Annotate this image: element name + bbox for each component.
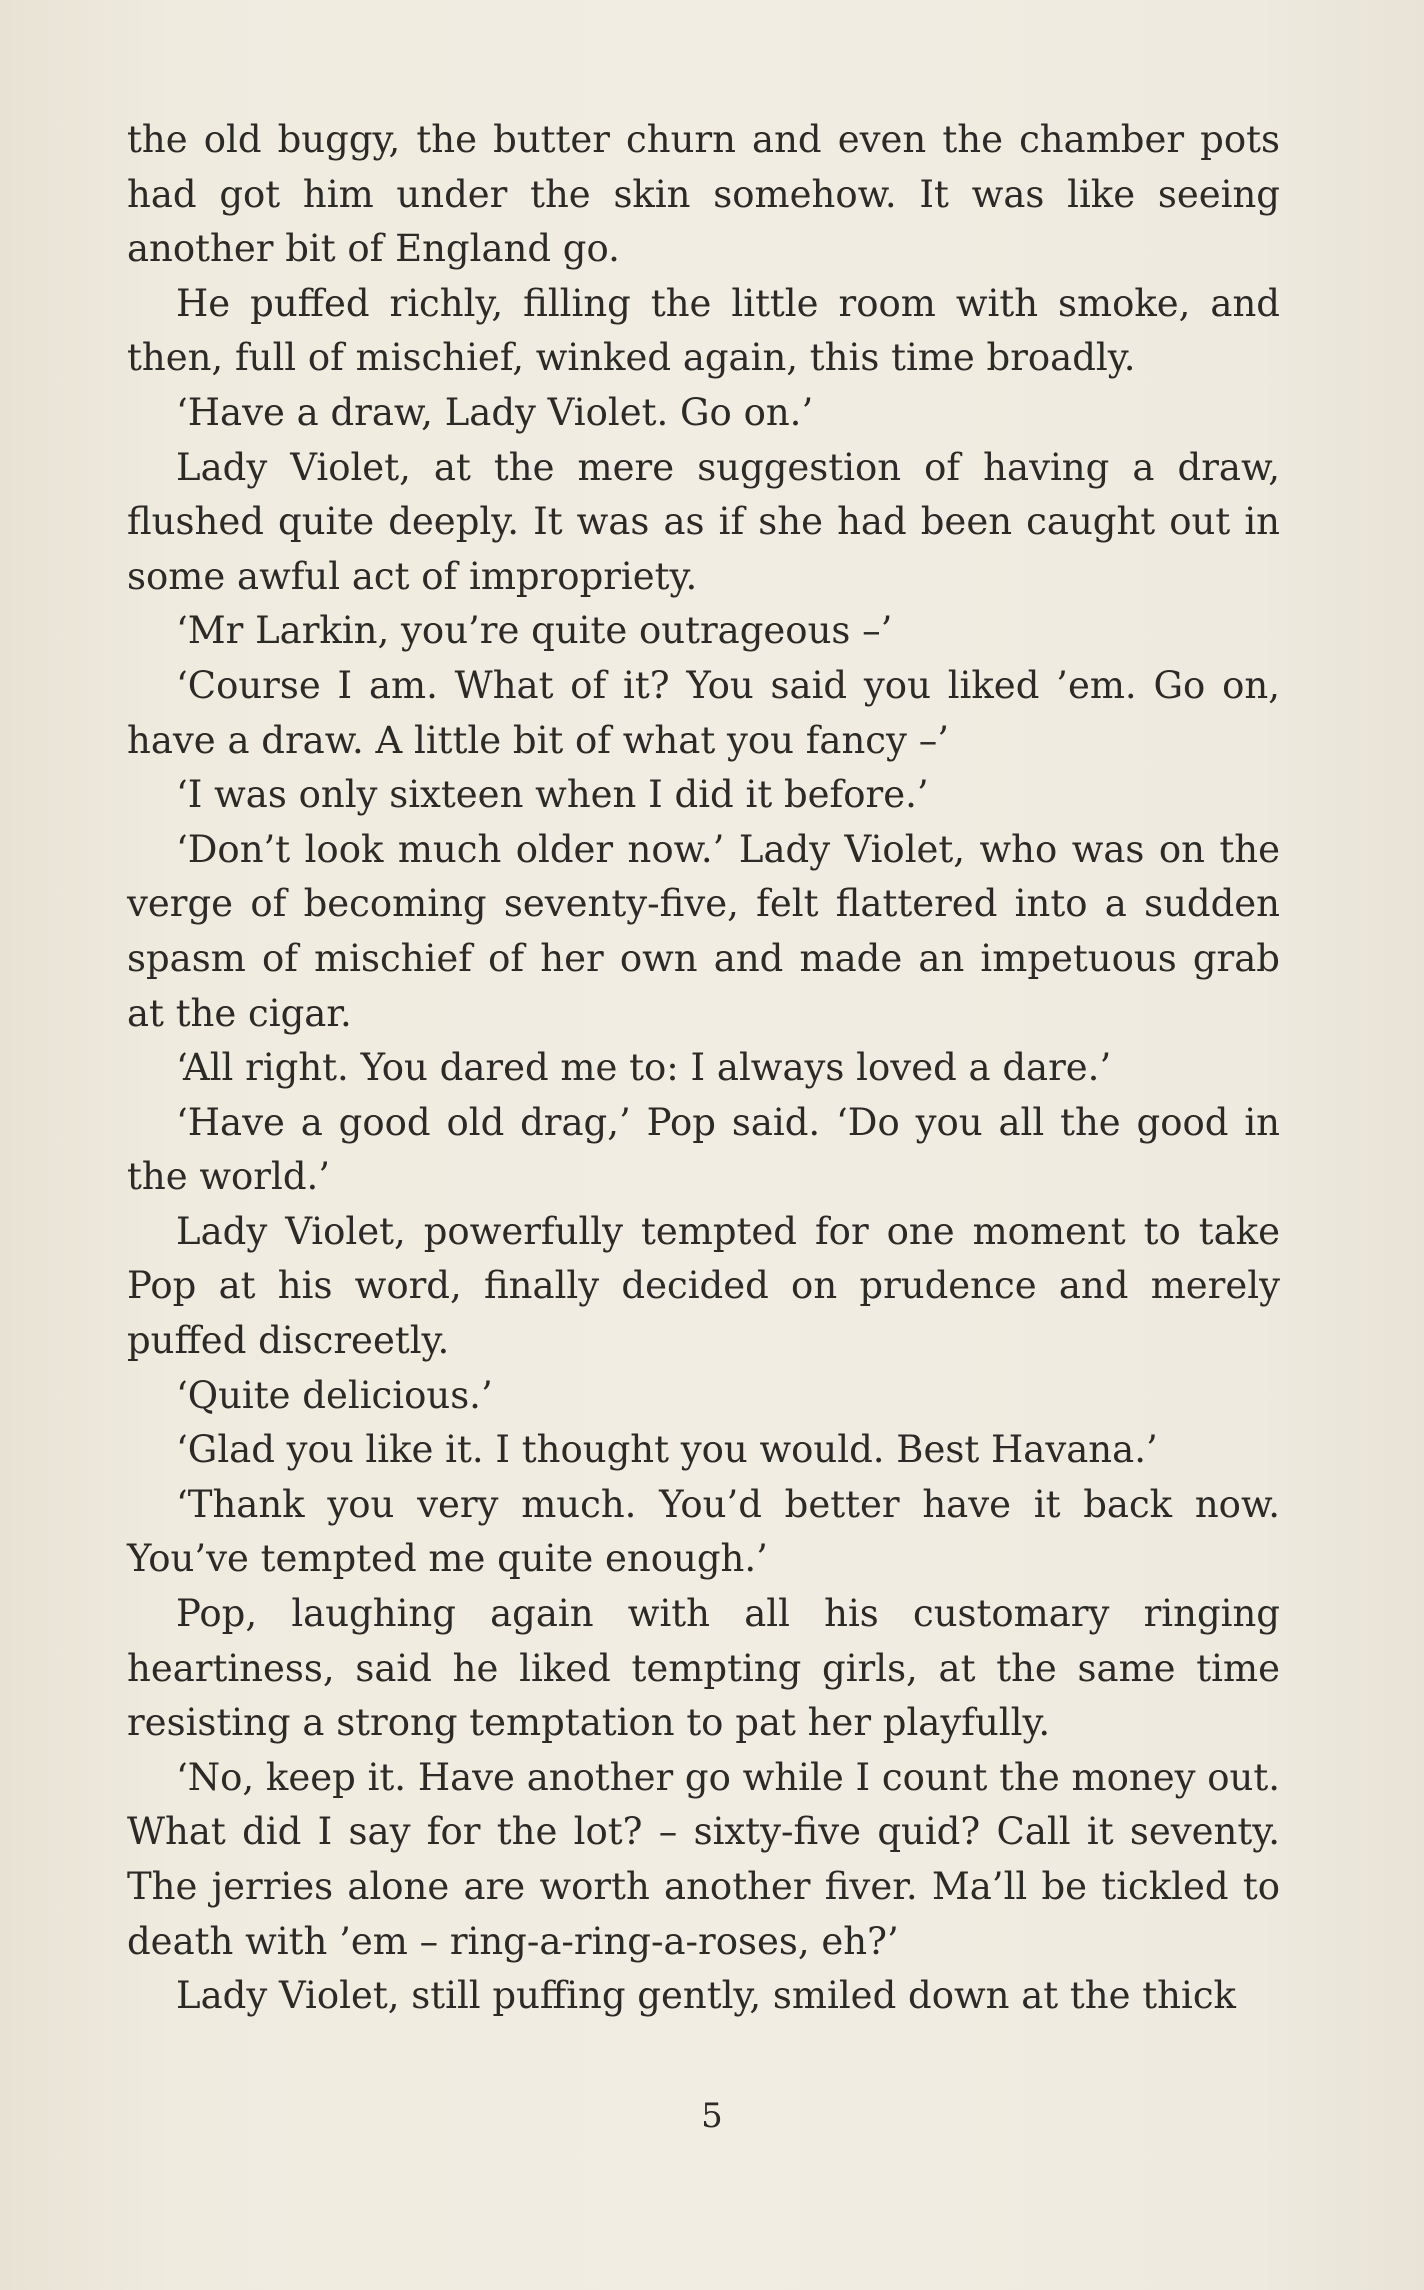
paragraph: ‘Mr Larkin, you’re quite outrageous –’ — [176, 609, 893, 653]
paragraph: ‘Have a good old drag,’ Pop said. ‘Do you all the good in the world.’ — [127, 1100, 1280, 1199]
paragraph: ‘Don’t look much older now.’ Lady Violet, who was on the verge of becoming seventy-five, felt flattered into a sudden spasm of mischief of her own and made an impetuous grab at the cigar. — [127, 827, 1280, 1035]
paragraph: the old buggy, the butter churn and even the chamber pots had got him under the skin somehow. It was like seeing another bit of England go. — [127, 118, 1280, 271]
page-number: 5 — [701, 2096, 723, 2136]
paragraph: Lady Violet, at the mere suggestion of having a draw, flushed quite deeply. It was as if she had been caught out in some awful act of impropriety. — [127, 445, 1280, 598]
paragraph: Pop, laughing again with all his customary ringing heartiness, said he liked tempting girls, at the same time resisting a strong temptation to pat her playfully. — [127, 1592, 1280, 1745]
paragraph: ‘Have a draw, Lady Violet. Go on.’ — [176, 390, 814, 434]
paragraph: ‘All right. You dared me to: I always loved a dare.’ — [176, 1046, 1112, 1090]
paragraph: Lady Violet, still puffing gently, smiled down at the thick — [176, 1974, 1236, 2018]
paragraph: He puffed richly, filling the little room with smoke, and then, full of mischief, winked again, this time broadly. — [127, 281, 1280, 380]
paragraph: ‘I was only sixteen when I did it before.’ — [176, 773, 929, 817]
paragraph: ‘Glad you like it. I thought you would. Best Havana.’ — [176, 1428, 1158, 1472]
paragraph: ‘Course I am. What of it? You said you liked ’em. Go on, have a draw. A little bit of what you fancy –’ — [127, 663, 1280, 762]
paragraph: ‘Quite delicious.’ — [176, 1373, 493, 1417]
paragraph: Lady Violet, powerfully tempted for one moment to take Pop at his word, finally decided on prudence and merely puffed discreetly. — [127, 1209, 1280, 1363]
body-text — [127, 113, 1280, 2024]
paragraph: ‘Thank you very much. You’d better have it back now. You’ve tempted me quite enough.’ — [127, 1482, 1280, 1581]
paragraph: ‘No, keep it. Have another go while I count the money out. What did I say for the lot? – sixty-five quid? Call it seventy. The jerries alone are worth another fiver. Ma’ll be tickled to death with ’em – ring-a-ring-a-roses, eh?’ — [127, 1755, 1280, 1963]
